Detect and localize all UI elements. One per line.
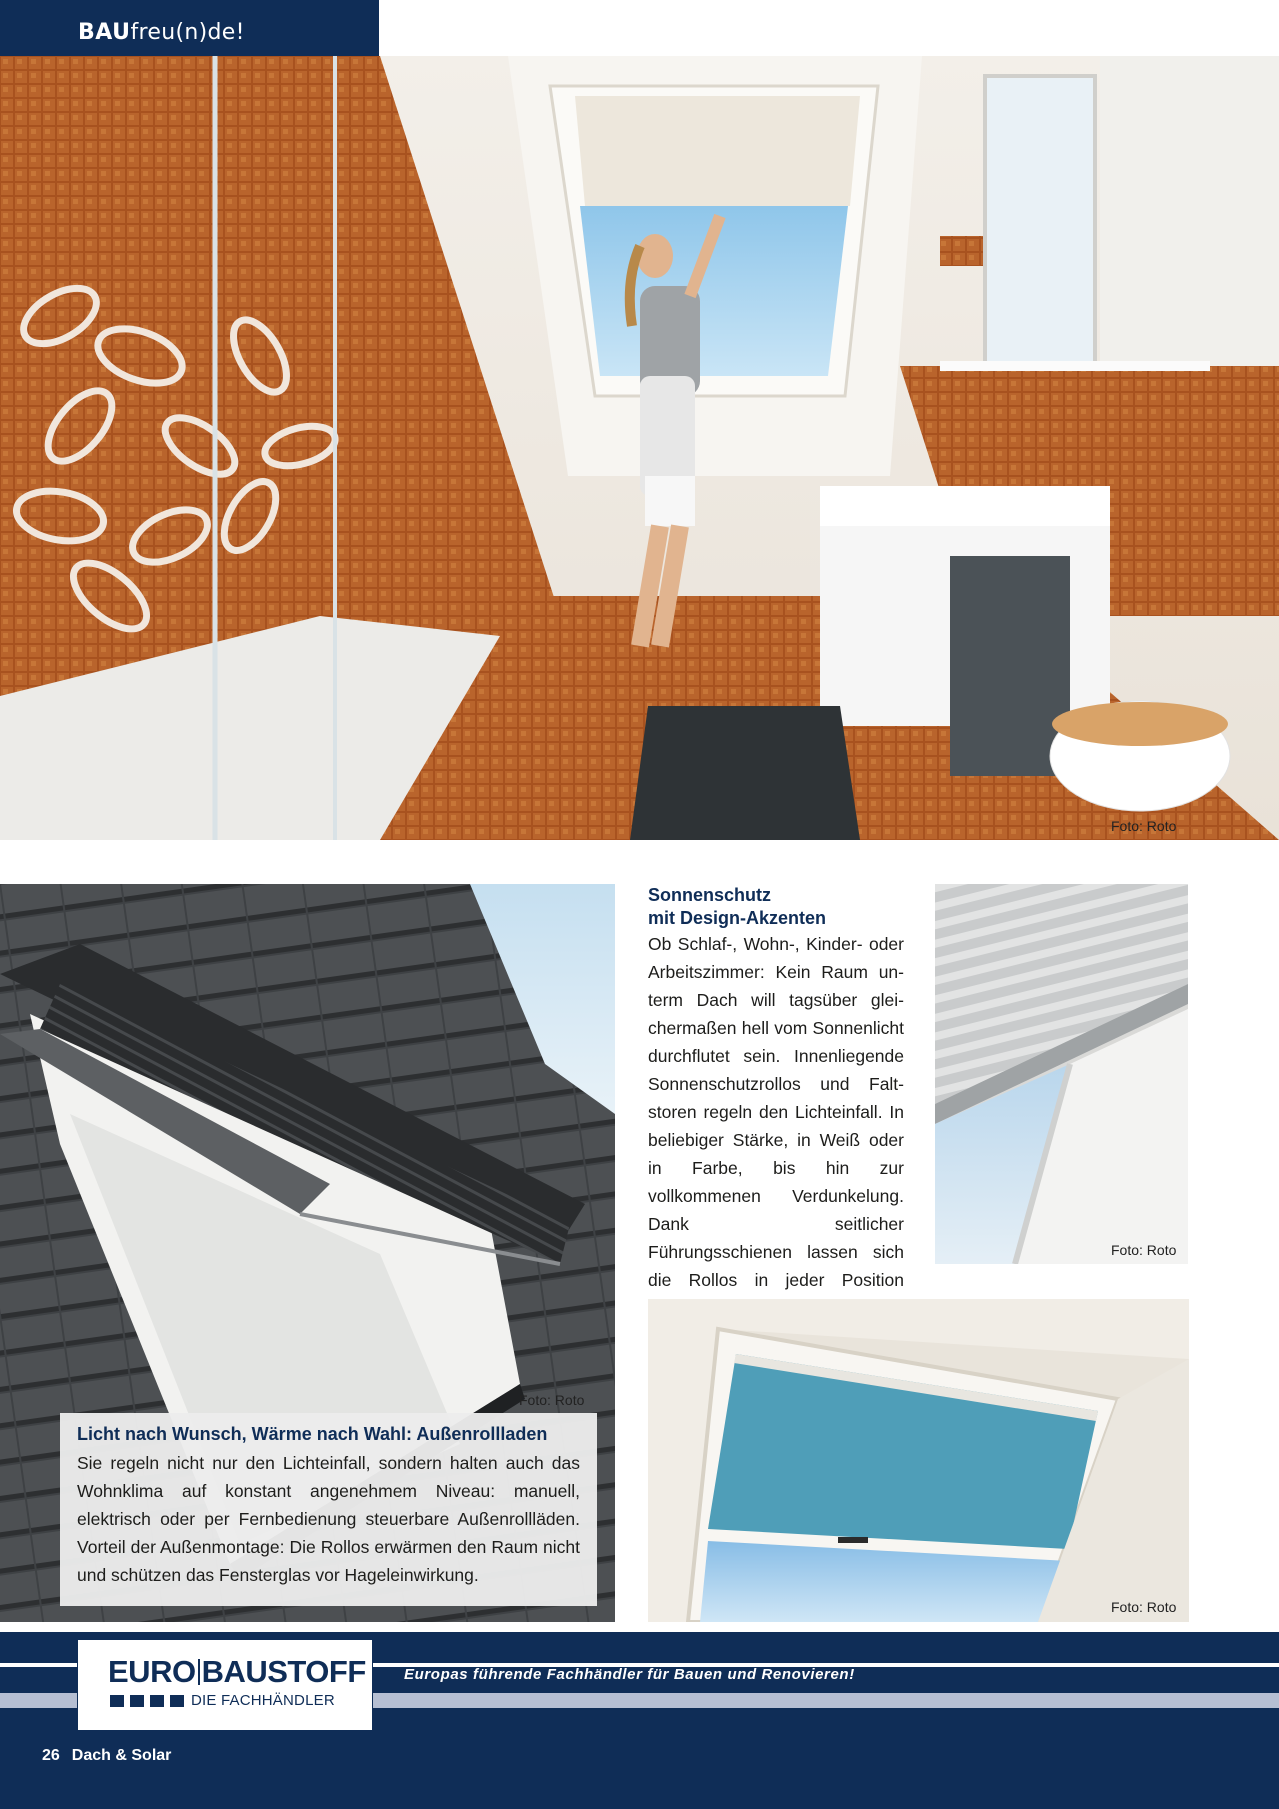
article-headline-line2: mit Design-Akzenten bbox=[648, 908, 827, 928]
logo-wordmark bbox=[108, 1656, 366, 1687]
eurobaustoff-logo bbox=[77, 1639, 373, 1731]
logo-word-euro: EURO bbox=[108, 1654, 196, 1689]
photo-credit-bathroom: Foto: Roto bbox=[1111, 818, 1177, 834]
section-name: Dach & Solar bbox=[71, 1747, 172, 1764]
article-headline-line1: Sonnenschutz bbox=[648, 885, 772, 905]
footer-tagline: Europas führende Fachhändler für Bauen und Renovieren! bbox=[404, 1666, 855, 1683]
photo-credit-pleated-blind: Foto: Roto bbox=[1111, 1242, 1177, 1258]
logo-word-baustoff: BAUSTOFF bbox=[201, 1654, 366, 1689]
article-body: Ob Schlaf-, Wohn-, Kinder- oder Arbeitszimmer: Kein Raum unterm Dach will tagsüber gleichermaßen hell vom Sonnenlicht durchflutet sein. Innenliegende Sonnenschutzrollos und Faltstoren regeln den Lichteinfall. In beliebiger Stärke, in Weiß oder in Farbe, bis hin zur vollkommenen Verdunkelung. Dank seitlicher Führungsschienen lassen sich die Rollos in jeder Position bbox=[648, 934, 904, 1290]
logo-squares-icon bbox=[110, 1694, 190, 1712]
article-text bbox=[648, 884, 904, 1322]
brand-light: freu(n)de! bbox=[130, 20, 245, 45]
page-number: 26 bbox=[42, 1747, 60, 1764]
logo-divider bbox=[198, 1659, 200, 1685]
caption-headline: Licht nach Wunsch, Wärme nach Wahl: Außenrollladen bbox=[77, 1424, 548, 1444]
page-footer bbox=[42, 1747, 171, 1765]
blue-blind-photo bbox=[648, 1299, 1189, 1622]
brand-bold: BAU bbox=[78, 20, 131, 45]
pleated-blind-photo bbox=[935, 884, 1188, 1264]
photo-credit-roller-shutter: Foto: Roto bbox=[519, 1392, 585, 1408]
magazine-header-badge bbox=[0, 0, 379, 56]
caption-body: Sie regeln nicht nur den Lichteinfall, sondern halten auch das Wohnklima auf konstant angenehmem Niveau: manuell, elektrisch oder per Fernbedienung steuerbare Außenrollläden. Vorteil der Außenmontage: Die Rollos erwärmen den Raum nicht und schützen das Fensterglas vor Hageleinwirkung. bbox=[77, 1453, 580, 1585]
logo-subtitle: DIE FACHHÄNDLER bbox=[191, 1692, 335, 1709]
photo-credit-blue-blind: Foto: Roto bbox=[1111, 1599, 1177, 1615]
roller-shutter-caption bbox=[60, 1413, 597, 1606]
bathroom-photo bbox=[0, 56, 1279, 840]
